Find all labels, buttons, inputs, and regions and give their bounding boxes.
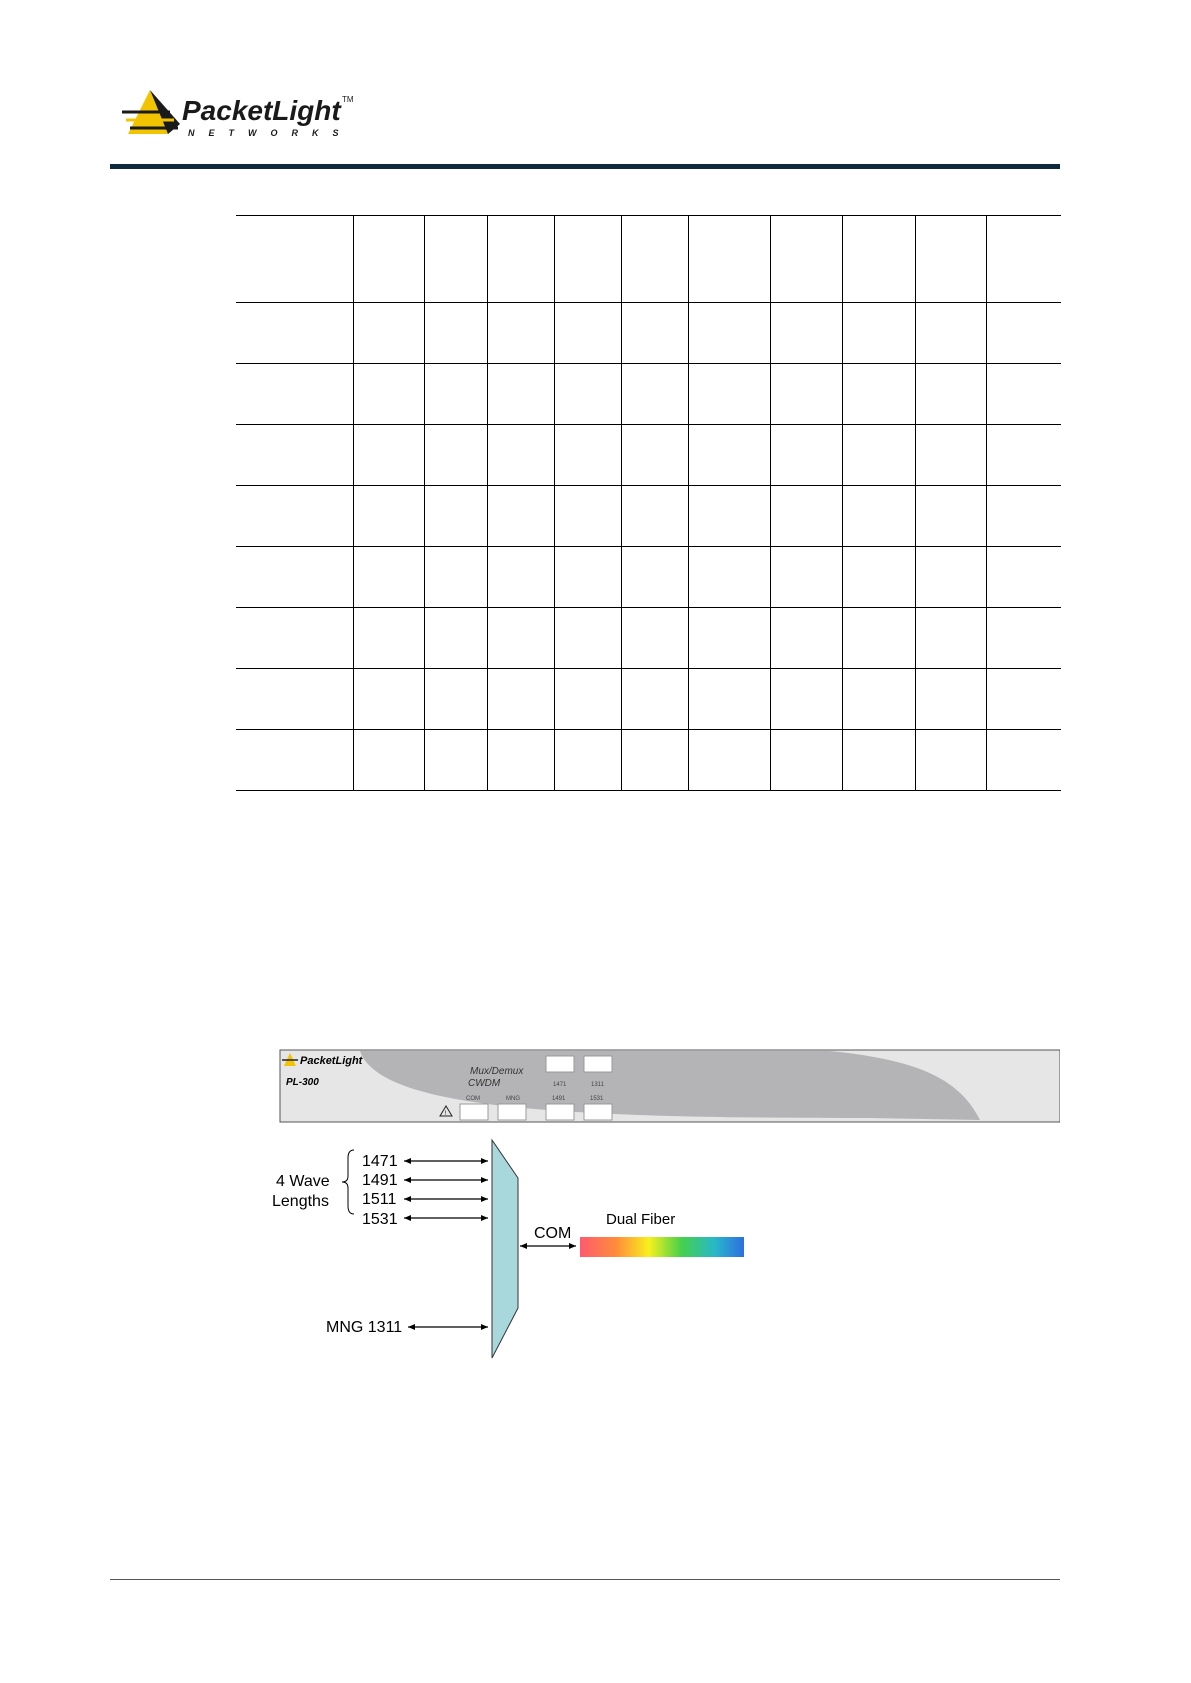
table-cell xyxy=(915,364,986,425)
table-row xyxy=(236,547,1061,608)
table-cell xyxy=(236,425,353,486)
table-cell xyxy=(236,730,353,791)
panel-model: PL-300 xyxy=(286,1077,319,1088)
cwdm-mux-diagram xyxy=(270,1040,1060,1360)
table-cell xyxy=(554,608,621,669)
table-cell xyxy=(353,303,424,364)
table-cell xyxy=(487,669,554,730)
table-cell xyxy=(236,364,353,425)
table-cell xyxy=(915,486,986,547)
table-cell xyxy=(688,364,770,425)
table-row xyxy=(236,425,1061,486)
svg-text:COM: COM xyxy=(466,1096,480,1102)
table-cell xyxy=(554,730,621,791)
table-cell xyxy=(915,216,986,303)
table-cell xyxy=(621,216,688,303)
panel-title-line1: Mux/Demux xyxy=(470,1066,524,1077)
table-cell xyxy=(986,486,1061,547)
table-cell xyxy=(487,608,554,669)
table-cell xyxy=(236,547,353,608)
table-cell xyxy=(353,669,424,730)
table-cell xyxy=(353,364,424,425)
table-cell xyxy=(688,730,770,791)
table-cell xyxy=(424,547,487,608)
table-cell xyxy=(770,364,842,425)
table-cell xyxy=(986,608,1061,669)
table-cell xyxy=(915,608,986,669)
table-cell xyxy=(842,547,915,608)
table-row xyxy=(236,669,1061,730)
table-row xyxy=(236,303,1061,364)
table-cell xyxy=(770,608,842,669)
table-cell xyxy=(621,364,688,425)
table-cell xyxy=(236,303,353,364)
svg-text:1531: 1531 xyxy=(590,1096,604,1102)
table-cell xyxy=(770,216,842,303)
mux-block xyxy=(492,1140,518,1358)
table-row xyxy=(236,486,1061,547)
table-cell xyxy=(554,303,621,364)
table-cell xyxy=(621,425,688,486)
table-cell xyxy=(842,730,915,791)
table-cell xyxy=(424,730,487,791)
table-cell xyxy=(986,303,1061,364)
front-panel xyxy=(280,1050,1060,1122)
table-cell xyxy=(688,547,770,608)
logo-mark-icon xyxy=(122,90,180,134)
table-cell xyxy=(986,669,1061,730)
fiber-label: Dual Fiber xyxy=(606,1211,676,1228)
logo-subtitle: NETWORKS xyxy=(188,128,353,138)
table-cell xyxy=(915,669,986,730)
table-cell xyxy=(424,303,487,364)
table-row xyxy=(236,608,1061,669)
table-cell xyxy=(236,486,353,547)
logo-brand: PacketLight xyxy=(182,95,341,126)
table-cell xyxy=(842,608,915,669)
table-cell xyxy=(487,547,554,608)
table-cell xyxy=(770,303,842,364)
table-cell xyxy=(554,216,621,303)
svg-text:1471: 1471 xyxy=(553,1082,567,1088)
table-cell xyxy=(621,547,688,608)
table-cell xyxy=(353,216,424,303)
table-cell xyxy=(915,425,986,486)
packetlight-logo xyxy=(120,82,360,142)
table-cell xyxy=(353,608,424,669)
table-cell xyxy=(236,669,353,730)
table-cell xyxy=(915,730,986,791)
wavelength-label: 1491 xyxy=(362,1172,398,1189)
svg-text:1311: 1311 xyxy=(591,1082,604,1088)
table-cell xyxy=(353,730,424,791)
table-cell xyxy=(986,364,1061,425)
table-cell xyxy=(915,547,986,608)
table-cell xyxy=(688,216,770,303)
table-cell xyxy=(353,547,424,608)
table-cell xyxy=(487,216,554,303)
mux-schematic xyxy=(272,1140,744,1358)
table-cell xyxy=(621,608,688,669)
table-cell xyxy=(842,216,915,303)
table-cell xyxy=(554,425,621,486)
table-cell xyxy=(236,216,353,303)
table-cell xyxy=(842,486,915,547)
table-cell xyxy=(424,669,487,730)
table-cell xyxy=(842,669,915,730)
table-cell xyxy=(554,364,621,425)
table-cell xyxy=(554,669,621,730)
table-cell xyxy=(487,486,554,547)
table-cell xyxy=(353,486,424,547)
table-cell xyxy=(915,303,986,364)
table-cell xyxy=(770,486,842,547)
group-label-line1: 4 Wave xyxy=(276,1173,330,1190)
table-cell xyxy=(986,730,1061,791)
logo-trademark: TM xyxy=(342,95,354,104)
table-cell xyxy=(424,216,487,303)
panel-brand: PacketLight xyxy=(300,1055,363,1067)
wavelength-label: 1471 xyxy=(362,1153,398,1170)
table-cell xyxy=(353,425,424,486)
panel-title-line2: CWDM xyxy=(468,1078,501,1089)
footer-rule xyxy=(110,1579,1060,1580)
table-cell xyxy=(986,216,1061,303)
table-cell xyxy=(621,303,688,364)
table-cell xyxy=(688,669,770,730)
svg-text:!: ! xyxy=(444,1111,447,1117)
table-cell xyxy=(487,364,554,425)
table-cell xyxy=(986,547,1061,608)
table-cell xyxy=(770,730,842,791)
table-cell xyxy=(770,669,842,730)
table-row xyxy=(236,364,1061,425)
group-label-line2: Lengths xyxy=(272,1193,329,1210)
table-cell xyxy=(487,303,554,364)
table-cell xyxy=(842,364,915,425)
table-cell xyxy=(487,425,554,486)
table-cell xyxy=(424,608,487,669)
svg-text:1491: 1491 xyxy=(552,1096,566,1102)
table-cell xyxy=(688,425,770,486)
group-brace xyxy=(342,1150,354,1214)
table-row xyxy=(236,730,1061,791)
com-label: COM xyxy=(534,1225,572,1242)
table-cell xyxy=(236,608,353,669)
table-cell xyxy=(986,425,1061,486)
table-cell xyxy=(770,547,842,608)
table-cell xyxy=(424,425,487,486)
table-header-row xyxy=(236,216,1061,303)
table-cell xyxy=(424,364,487,425)
wavelength-label: 1531 xyxy=(362,1211,398,1228)
table-cell xyxy=(621,730,688,791)
table-cell xyxy=(688,486,770,547)
table-cell xyxy=(621,669,688,730)
table-cell xyxy=(842,303,915,364)
table-cell xyxy=(770,425,842,486)
table-cell xyxy=(688,303,770,364)
table-cell xyxy=(487,730,554,791)
table-cell xyxy=(688,608,770,669)
table-cell xyxy=(554,486,621,547)
wavelength-label: 1511 xyxy=(362,1191,397,1208)
header-rule xyxy=(110,164,1060,169)
table-cell xyxy=(424,486,487,547)
mng-label: MNG 1311 xyxy=(326,1319,403,1336)
table-cell xyxy=(842,425,915,486)
table-cell xyxy=(554,547,621,608)
table-cell xyxy=(621,486,688,547)
dual-fiber-bar xyxy=(580,1237,744,1257)
spec-table xyxy=(236,215,1061,791)
svg-text:MNG: MNG xyxy=(506,1096,520,1102)
